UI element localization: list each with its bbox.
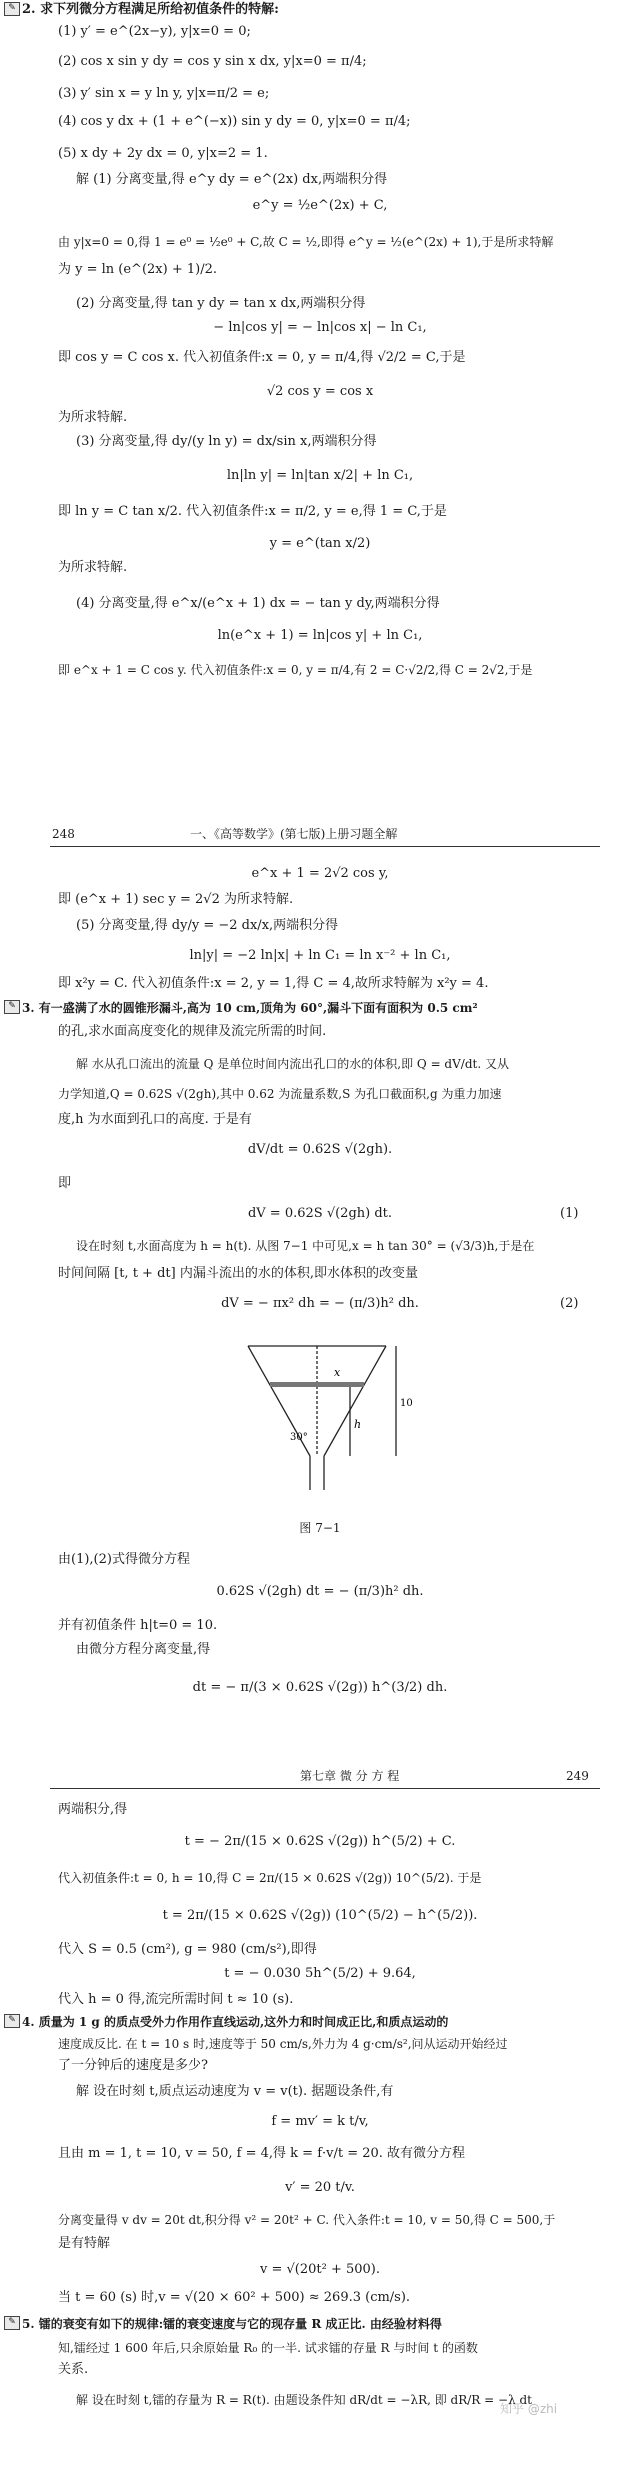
equation-number: (2) xyxy=(560,1296,579,1311)
solution-text: 度,h 为水面到孔口的高度. 于是有 xyxy=(58,1112,252,1127)
solution-text: 设在时刻 t,水面高度为 h = h(t). 从图 7−1 中可见,x = h tan 30° = (√3/3)h,于是在 xyxy=(76,1239,535,1253)
solution-text: (5) 分离变量,得 dy/y = −2 dx/x,两端积分得 xyxy=(76,918,339,933)
fig-label-x: x xyxy=(334,1366,341,1379)
problem-5-title: 5. 镭的衰变有如下的规律:镭的衰变速度与它的现存量 R 成正比. 由经验材料得 xyxy=(22,2317,442,2331)
pencil-icon: ✎ xyxy=(4,2,20,16)
figure-caption: 图 7−1 xyxy=(299,1521,341,1535)
problem-2-item-3: (3) y′ sin x = y ln y, y|x=π/2 = e; xyxy=(58,86,270,101)
pencil-icon: ✎ xyxy=(4,1000,20,1014)
page-number: 248 xyxy=(52,827,75,841)
problem-2-item-2: (2) cos x sin y dy = cos y sin x dx, y|x=0 = π/4; xyxy=(58,54,367,69)
solution-text: 时间间隔 [t, t + dt] 内漏斗流出的水的体积,即水体积的改变量 xyxy=(58,1266,418,1281)
problem-4-text: 速度成反比. 在 t = 10 s 时,速度等于 50 cm/s,外力为 4 g·cm/s²,问从运动开始经过 xyxy=(58,2037,508,2051)
solution-text: 即 xyxy=(58,1176,72,1191)
solution-text: 由微分方程分离变量,得 xyxy=(76,1642,211,1657)
solution-text: 即 e^x + 1 = C cos y. 代入初值条件:x = 0, y = π/4,有 2 = C·√2/2,得 C = 2√2,于是 xyxy=(58,663,533,677)
equation: dV = 0.62S √(2gh) dt. xyxy=(247,1206,393,1221)
problem-5-text: 关系. xyxy=(58,2362,89,2377)
equation: t = − 0.030 5h^(5/2) + 9.64, xyxy=(224,1966,416,1981)
problem-3-title: 3. 有一盛满了水的圆锥形漏斗,高为 10 cm,顶角为 60°,漏斗下面有面积为 0.5 cm² xyxy=(22,1001,478,1015)
problem-5-text: 知,镭经过 1 600 年后,只余原始量 R₀ 的一半. 试求镭的存量 R 与时间 t 的函数 xyxy=(58,2341,478,2355)
funnel-figure xyxy=(230,1328,413,1498)
equation: f = mv′ = k t/v, xyxy=(271,2114,369,2129)
solution-text: 解 (1) 分离变量,得 e^y dy = e^(2x) dx,两端积分得 xyxy=(76,172,388,187)
equation: e^y = ½e^(2x) + C, xyxy=(252,198,388,213)
solution-text: 并有初值条件 h|t=0 = 10. xyxy=(58,1618,218,1633)
equation: e^x + 1 = 2√2 cos y, xyxy=(251,866,389,881)
water-layer xyxy=(270,1382,364,1387)
running-header: 第七章 微 分 方 程 xyxy=(300,1769,400,1783)
problem-3-text: 的孔,求水面高度变化的规律及流完所需的时间. xyxy=(58,1024,327,1039)
equation: v = √(20t² + 500). xyxy=(259,2262,380,2277)
equation-number: (1) xyxy=(560,1206,579,1221)
solution-text: 即 ln y = C tan x/2. 代入初值条件:x = π/2, y = e,得 1 = C,于是 xyxy=(58,504,447,519)
funnel-right-wall xyxy=(324,1346,386,1456)
solution-text: 由(1),(2)式得微分方程 xyxy=(58,1552,190,1567)
problem-2-item-1: (1) y′ = e^(2x−y), y|x=0 = 0; xyxy=(58,24,251,39)
equation: ln|ln y| = ln|tan x/2| + ln C₁, xyxy=(226,468,414,483)
fig-label-30deg: 30° xyxy=(290,1432,308,1443)
solution-text: 解 水从孔口流出的流量 Q 是单位时间内流出孔口的水的体积,即 Q = dV/dt. 又从 xyxy=(76,1057,509,1071)
problem-2-item-4: (4) cos y dx + (1 + e^(−x)) sin y dy = 0, y|x=0 = π/4; xyxy=(58,114,411,129)
equation: 0.62S √(2gh) dt = − (π/3)h² dh. xyxy=(216,1584,424,1599)
problem-2-item-5: (5) x dy + 2y dx = 0, y|x=2 = 1. xyxy=(58,146,268,161)
page-number: 249 xyxy=(566,1769,589,1783)
solution-text: 且由 m = 1, t = 10, v = 50, f = 4,得 k = f·v/t = 20. 故有微分方程 xyxy=(58,2146,466,2161)
solution-text: 由 y|x=0 = 0,得 1 = e⁰ = ½e⁰ + C,故 C = ½,即得 e^y = ½(e^(2x) + 1),于是所求特解 xyxy=(58,235,554,249)
pencil-icon: ✎ xyxy=(4,2316,20,2330)
equation: − ln|cos y| = − ln|cos x| − ln C₁, xyxy=(213,320,427,335)
equation: v′ = 20 t/v. xyxy=(285,2180,355,2195)
equation: t = 2π/(15 × 0.62S √(2g)) (10^(5/2) − h^(5/2)). xyxy=(162,1908,478,1923)
solution-text: (4) 分离变量,得 e^x/(e^x + 1) dx = − tan y dy,两端积分得 xyxy=(76,596,440,611)
equation: dt = − π/(3 × 0.62S √(2g)) h^(3/2) dh. xyxy=(192,1680,448,1695)
equation: √2 cos y = cos x xyxy=(266,384,374,399)
solution-text: (2) 分离变量,得 tan y dy = tan x dx,两端积分得 xyxy=(76,296,366,311)
equation: ln|y| = −2 ln|x| + ln C₁ = ln x⁻² + ln C₁, xyxy=(189,948,451,963)
solution-text: 分离变量得 v dv = 20t dt,积分得 v² = 20t² + C. 代入条件:t = 10, v = 50,得 C = 500,于 xyxy=(58,2213,556,2227)
problem-4-title: 4. 质量为 1 g 的质点受外力作用作直线运动,这外力和时间成正比,和质点运动的 xyxy=(22,2015,449,2029)
equation: dV = − πx² dh = − (π/3)h² dh. xyxy=(221,1296,419,1311)
header-rule xyxy=(50,846,600,847)
equation: ln(e^x + 1) = ln|cos y| + ln C₁, xyxy=(217,628,423,643)
solution-text: 两端积分,得 xyxy=(58,1802,128,1817)
equation: t = − 2π/(15 × 0.62S √(2g)) h^(5/2) + C. xyxy=(184,1834,456,1849)
header-rule xyxy=(50,1788,600,1789)
running-header: 一、《高等数学》(第七版)上册习题全解 xyxy=(190,827,398,841)
solution-text: 为所求特解. xyxy=(58,410,128,425)
solution-text: 代入 S = 0.5 (cm²), g = 980 (cm/s²),即得 xyxy=(58,1942,317,1957)
solution-text: 即 x²y = C. 代入初值条件:x = 2, y = 1,得 C = 4,故所求特解为 x²y = 4. xyxy=(58,976,489,991)
pencil-icon: ✎ xyxy=(4,2014,20,2028)
solution-text: 为所求特解. xyxy=(58,560,128,575)
solution-text: 当 t = 60 (s) 时,v = √(20 × 60² + 500) ≈ 269.3 (cm/s). xyxy=(58,2290,411,2305)
solution-text: 解 设在时刻 t,镭的存量为 R = R(t). 由题设条件知 dR/dt = −λR, 即 dR/R = −λ dt xyxy=(76,2393,533,2407)
solution-text: 代入 h = 0 得,流完所需时间 t ≈ 10 (s). xyxy=(58,1992,294,2007)
solution-text: 力学知道,Q = 0.62S √(2gh),其中 0.62 为流量系数,S 为孔口截面积,g 为重力加速 xyxy=(58,1087,502,1101)
solution-text: 即 cos y = C cos x. 代入初值条件:x = 0, y = π/4,得 √2/2 = C,于是 xyxy=(58,350,466,365)
solution-text: 是有特解 xyxy=(58,2236,111,2251)
solution-text: 代入初值条件:t = 0, h = 10,得 C = 2π/(15 × 0.62S √(2g)) 10^(5/2). 于是 xyxy=(58,1871,482,1885)
solution-text: 即 (e^x + 1) sec y = 2√2 为所求特解. xyxy=(58,892,294,907)
problem-4-text: 了一分钟后的速度是多少? xyxy=(58,2058,208,2073)
equation: dV/dt = 0.62S √(2gh). xyxy=(247,1142,393,1157)
equation: y = e^(tan x/2) xyxy=(269,536,371,551)
solution-text: (3) 分离变量,得 dy/(y ln y) = dx/sin x,两端积分得 xyxy=(76,434,377,449)
solution-text: 为 y = ln (e^(2x) + 1)/2. xyxy=(58,262,217,277)
solution-text: 解 设在时刻 t,质点运动速度为 v = v(t). 据题设条件,有 xyxy=(76,2084,394,2099)
watermark: 知乎 @zhi xyxy=(500,2402,558,2416)
problem-2-title: 2. 求下列微分方程满足所给初值条件的特解: xyxy=(22,2,279,17)
fig-label-h: h xyxy=(354,1418,362,1431)
fig-label-10: 10 xyxy=(400,1398,413,1409)
